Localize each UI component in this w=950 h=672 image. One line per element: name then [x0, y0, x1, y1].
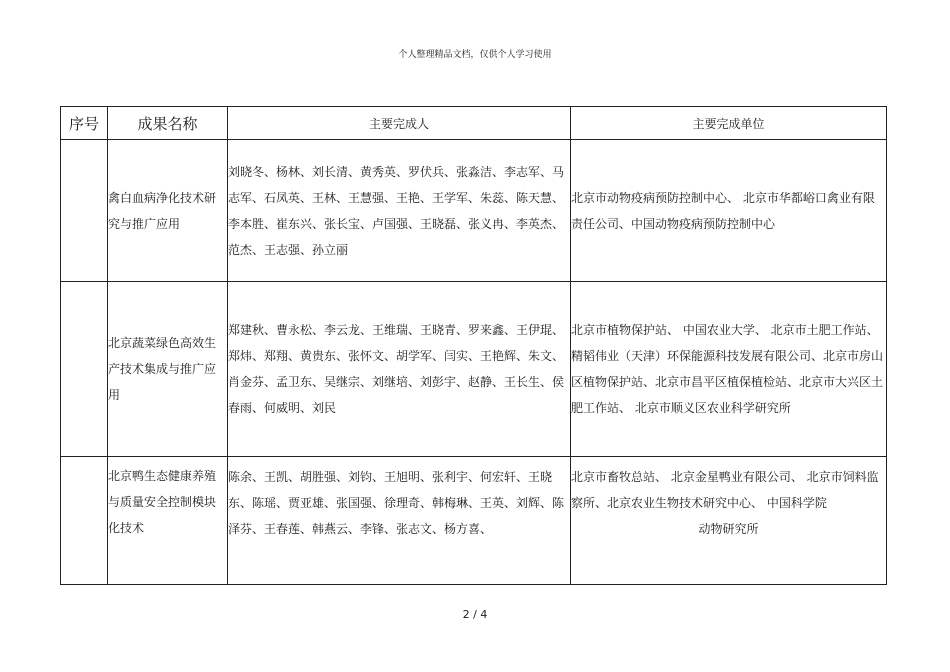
serial-number-cell	[61, 457, 108, 585]
table-header-row	[61, 107, 887, 140]
table-row	[61, 282, 887, 457]
column-header-main-contributors: 主要完成人	[228, 107, 571, 140]
table-row	[61, 457, 887, 585]
contributors-cell: 郑建秋、曹永松、李云龙、王维瑞、王晓青、罗来鑫、王伊琨、郑炜、郑翔、黄贵东、张怀文、胡学军、闫实、王艳辉、朱文、肖金芬、孟卫东、吴继宗、刘继培、刘彭宇、赵静、王长生、侯春雨、何威明、刘民	[228, 282, 571, 457]
units-text: 北京市畜牧总站、 北京金星鸭业有限公司、 北京市饲料监察所、北京农业生物技术研究中心、 中国科学院	[571, 470, 879, 510]
achievement-name-cell: 北京蔬菜绿色高效生产技术集成与推广应用	[108, 282, 228, 457]
units-text-last-line: 动物研究所	[698, 522, 759, 536]
achievements-table	[60, 106, 887, 585]
contributors-cell: 陈余、王凯、胡胜强、刘钧、王旭明、张利宇、何宏轩、王晓东、陈瑶、贾亚雄、张国强、徐理奇、韩梅琳、王英、刘辉、陈泽芬、王春莲、韩燕云、李锋、张志文、杨方喜、	[228, 457, 571, 585]
page-header: 个人整理精品文档，仅供个人学习使用	[398, 50, 552, 60]
page-number: 2 / 4	[462, 608, 488, 621]
serial-number-cell	[61, 282, 108, 457]
achievement-name-cell: 北京鸭生态健康养殖与质量安全控制模块化技术	[108, 457, 228, 585]
column-header-serial-number: 序号	[61, 107, 108, 140]
column-header-main-units: 主要完成单位	[571, 107, 887, 140]
units-cell	[571, 457, 887, 585]
achievement-name-cell: 禽白血病净化技术研究与推广应用	[108, 140, 228, 282]
column-header-achievement-name: 成果名称	[108, 107, 228, 140]
units-cell: 北京市植物保护站、 中国农业大学、 北京市土肥工作站、精韬伟业（天津）环保能源科技发展有限公司、北京市房山区植物保护站、北京市昌平区植保植检站、北京市大兴区土肥工作站、 北京市顺义区农业科学研究所	[571, 282, 887, 457]
units-cell: 北京市动物疫病预防控制中心、 北京市华都峪口禽业有限责任公司、中国动物疫病预防控制中心	[571, 140, 887, 282]
table-row	[61, 140, 887, 282]
contributors-cell: 刘晓冬、杨林、刘长清、黄秀英、罗伏兵、张淼洁、李志军、马志军、石凤英、王林、王慧强、王艳、王学军、朱蕊、陈天慧、李本胜、崔东兴、张长宝、卢国强、王晓磊、张义冉、李英杰、范杰、王志强、孙立丽	[228, 140, 571, 282]
serial-number-cell	[61, 140, 108, 282]
